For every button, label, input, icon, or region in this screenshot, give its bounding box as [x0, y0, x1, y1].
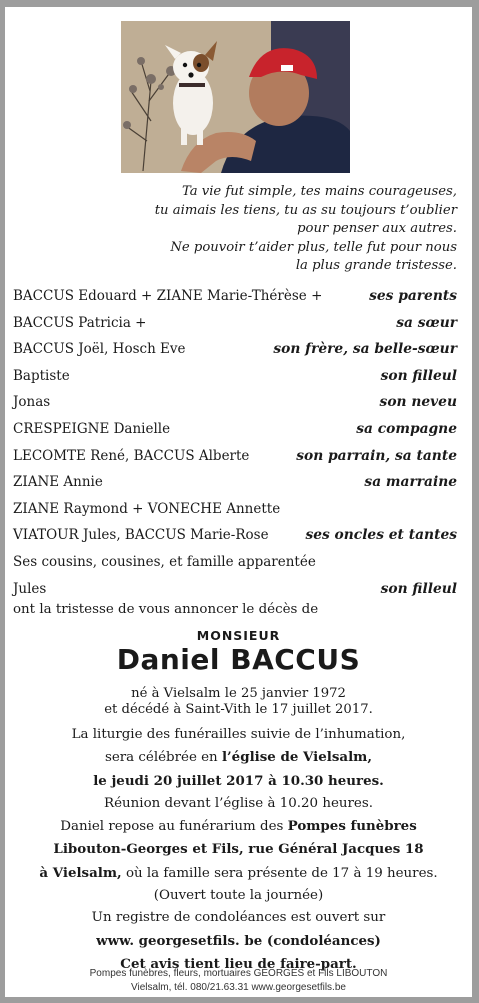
visiting-hours: où la famille sera présente de 17 à 19 heures.: [121, 865, 438, 881]
birth-line: né à Vielsalm le 25 janvier 1972: [131, 686, 346, 701]
family-row: [13, 553, 457, 580]
footer: [5, 967, 472, 994]
poem-line: tu aimais les tiens, tu as su toujours t’oublier: [154, 202, 457, 218]
family-name: ZIANE Raymond + VONECHE Annette: [13, 500, 281, 517]
website-link: www. georgesetfils. be (condoléances): [96, 932, 381, 949]
honorific-title: MONSIEUR: [196, 628, 281, 643]
family-row: [13, 500, 457, 527]
meeting-line: Réunion devant l’église à 10.20 heures.: [104, 795, 373, 811]
family-row: [13, 314, 457, 341]
family-row: [13, 473, 457, 500]
registry-line: Un registre de condoléances est ouvert sur: [91, 910, 386, 926]
family-relation: son filleul: [380, 367, 457, 384]
family-row: [13, 367, 457, 394]
death-line: et décédé à Saint-Vith le 17 juillet 2017.: [104, 702, 373, 717]
poem-line: Ta vie fut simple, tes mains courageuses,: [181, 184, 457, 199]
visiting-line: [5, 862, 472, 885]
family-name: Ses cousins, cousines, et famille apparentée: [13, 553, 316, 570]
poem: [105, 183, 457, 276]
family-relation: sa compagne: [356, 420, 457, 437]
church-name: l’église de Vielsalm,: [221, 749, 372, 766]
church-line: [5, 746, 472, 769]
family-row: [13, 526, 457, 553]
funerarium-line: [5, 815, 472, 838]
church-line-text: sera célébrée en: [104, 750, 222, 766]
footer-line: Pompes funèbres, fleurs, mortuaires GEORGES et Fils LIBOUTON: [89, 968, 388, 979]
family-row: [13, 420, 457, 447]
family-name: LECOMTE René, BACCUS Alberte: [13, 447, 250, 464]
family-relation: son neveu: [379, 394, 457, 411]
family-name: BACCUS Joël, Hosch Eve: [13, 341, 186, 358]
birth-death-details: [5, 686, 472, 718]
website-line: [5, 930, 472, 953]
announcement: ont la tristesse de vous annoncer le décès de: [13, 602, 319, 617]
family-name: Baptiste: [13, 367, 70, 384]
family-relation: ses oncles et tantes: [305, 527, 457, 544]
family-name: Jonas: [13, 394, 51, 411]
portrait-illustration: [121, 21, 350, 173]
family-relation: sa sœur: [396, 314, 457, 331]
portrait-photo: [121, 21, 350, 173]
funerarium-text: Daniel repose au funérarium des: [60, 819, 288, 835]
footer-line: Vielsalm, tél. 080/21.63.31 www.georgesetfils.be: [131, 981, 346, 993]
open-line: (Ouvert toute la journée): [153, 888, 324, 904]
funerarium-address: Libouton-Georges et Fils, rue Général Jacques 18: [53, 841, 424, 858]
family-relation: son frère, sa belle-sœur: [273, 341, 457, 358]
family-relation: son filleul: [380, 580, 457, 597]
family-name: ZIANE Annie: [13, 474, 103, 491]
family-name: Jules: [13, 580, 47, 597]
poem-line: la plus grande tristesse.: [295, 258, 457, 273]
family-list: [13, 287, 457, 606]
obituary-card: [5, 7, 472, 997]
family-name: VIATOUR Jules, BACCUS Marie-Rose: [13, 527, 269, 544]
notice-text: Cet avis tient lieu de faire-part.: [120, 955, 357, 972]
family-row: [13, 340, 457, 367]
address-line: [5, 838, 472, 861]
family-row: [13, 393, 457, 420]
family-name: BACCUS Patricia +: [13, 314, 147, 331]
funerarium-name: Pompes funèbres: [287, 818, 417, 835]
family-name: BACCUS Edouard + ZIANE Marie-Thérèse +: [13, 288, 323, 304]
funeral-date: le jeudi 20 juillet 2017 à 10.30 heures.: [93, 772, 384, 789]
liturgy-line: La liturgie des funérailles suivie de l’inhumation,: [71, 727, 406, 742]
family-row: [13, 447, 457, 474]
family-relation: sa marraine: [364, 474, 457, 491]
poem-line: pour penser aux autres.: [297, 221, 457, 236]
deceased-name: Daniel BACCUS: [116, 643, 361, 676]
town-name: à Vielsalm,: [39, 864, 122, 881]
funeral-details: [5, 724, 472, 976]
date-line: [5, 770, 472, 793]
family-relation: son parrain, sa tante: [296, 447, 457, 464]
family-relation: ses parents: [369, 288, 457, 304]
poem-line: Ne pouvoir t’aider plus, telle fut pour nous: [170, 239, 457, 255]
family-row: [13, 287, 457, 314]
family-name: CRESPEIGNE Danielle: [13, 420, 171, 437]
